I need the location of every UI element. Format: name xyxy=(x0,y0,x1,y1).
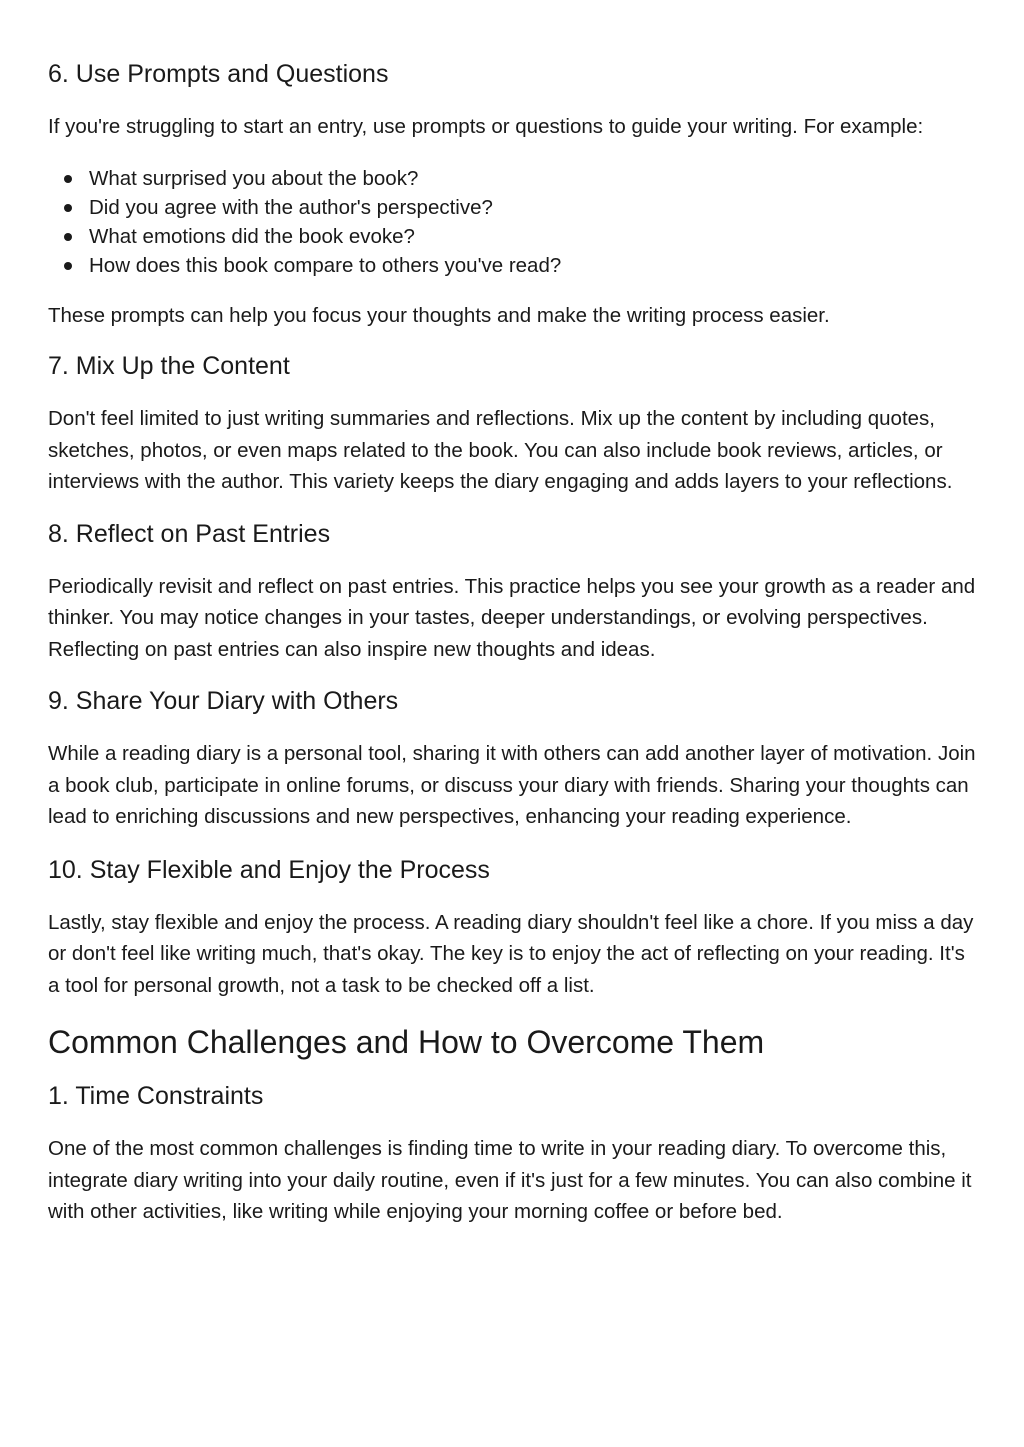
section-6-intro: If you're struggling to start an entry, use prompts or questions to guide your writing. For example: xyxy=(48,115,924,138)
section-heading-6: 6. Use Prompts and Questions xyxy=(48,60,389,88)
list-item: Did you agree with the author's perspective? xyxy=(48,193,976,222)
section-heading-9: 9. Share Your Diary with Others xyxy=(48,687,399,715)
challenge-heading-1: 1. Time Constraints xyxy=(48,1082,264,1110)
challenge-1-body: One of the most common challenges is finding time to write in your reading diary. To overcome this, integrate diary writing into your daily routine, even if it's just for a few minutes. You can also combine it with other activities, like writing while enjoying your morning coffee or before bed. xyxy=(48,1137,972,1223)
section-8-body: Periodically revisit and reflect on past entries. This practice helps you see your growth as a reader and thinker. You may notice changes in your tastes, deeper understandings, or evolving perspectives. Reflecting on past entries can also inspire new thoughts and ideas. xyxy=(48,574,976,661)
list-item: What surprised you about the book? xyxy=(48,164,976,193)
section-heading-8: 8. Reflect on Past Entries xyxy=(48,519,331,548)
section-heading-10: 10. Stay Flexible and Enjoy the Process xyxy=(48,855,490,884)
list-item: How does this book compare to others you've read? xyxy=(48,251,976,280)
section-7-body: Don't feel limited to just writing summaries and reflections. Mix up the content by including quotes, sketches, photos, or even maps related to the book. You can also include book reviews, articles, or interviews with the author. This variety keeps the diary engaging and adds layers to your reflections. xyxy=(48,407,953,493)
section-10-body: Lastly, stay flexible and enjoy the process. A reading diary shouldn't feel like a chore. If you miss a day or don't feel like writing much, that's okay. The key is to enjoy the act of reflecting on your reading. It's a tool for personal growth, not a task to be checked off a list. xyxy=(48,910,974,997)
section-6-outro: These prompts can help you focus your thoughts and make the writing process easier. xyxy=(48,303,830,327)
section-9-body: While a reading diary is a personal tool, sharing it with others can add another layer of motivation. Join a book club, participate in online forums, or discuss your diary with friends. Sharing your thoughts can lead to enriching discussions and new perspectives, enhancing your reading experience. xyxy=(48,742,976,828)
prompt-list xyxy=(48,164,976,280)
bullet-icon xyxy=(64,204,72,212)
bullet-icon xyxy=(64,175,72,183)
list-item: What emotions did the book evoke? xyxy=(48,222,976,251)
section-heading-7: 7. Mix Up the Content xyxy=(48,352,290,380)
bullet-icon xyxy=(64,233,72,241)
challenges-title: Common Challenges and How to Overcome Them xyxy=(48,1024,765,1060)
bullet-icon xyxy=(64,262,72,270)
